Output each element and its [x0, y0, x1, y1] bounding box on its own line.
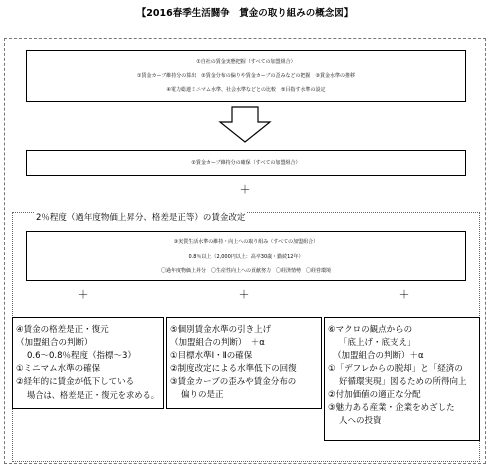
- macro-line-1: ⑥マクロの観点からの: [328, 325, 413, 335]
- plus-sign-center: ＋: [238, 288, 250, 301]
- individual-wage-line-5: ③賃金カーブの歪みや賃金分布の: [170, 377, 297, 387]
- individual-wage-line-3: ①目標水準Ⅰ・Ⅱの確保: [170, 351, 253, 361]
- macro-line-5: 好循環実現」図るための所得向上: [339, 377, 467, 387]
- wage-gap-line-4: ①ミニマム水準の確保: [16, 364, 101, 374]
- macro-line-4: ①「デフレからの脱却」と「経済の: [328, 364, 463, 374]
- real-living-line-3: 〇過年度物価上昇分 〇生産性向上への貢献努力 〇経済情勢 〇経営環境: [160, 268, 331, 274]
- macro-line-6: ②付加価値の適正な分配: [328, 390, 421, 400]
- curve-maintenance-box: [26, 150, 466, 176]
- macro-line-8: 人への投資: [339, 416, 382, 426]
- real-living-standard-box: [26, 231, 466, 281]
- wage-gap-line-6: 場合は、格差是正・復元を求める。: [27, 390, 159, 400]
- real-living-line-1: ③実質生活水準の維持・向上への取り組み（すべての加盟組合）: [173, 239, 319, 245]
- wage-gap-line-3: 0.6～0.8％程度（指標～3）: [27, 351, 136, 361]
- macro-perspective-box: [324, 317, 480, 441]
- top-box-line-1: ①自社の賃金実態把握（すべての加盟組合）: [196, 59, 296, 65]
- plus-sign-right: ＋: [398, 288, 410, 301]
- down-arrow-icon: [218, 106, 272, 144]
- individual-wage-line-1: ⑤個別賃金水準の引き上げ: [170, 325, 272, 335]
- wage-gap-line-1: ④賃金の格差是正・復元: [16, 325, 109, 335]
- individual-wage-line-4: ②制度改定による水準低下の回復: [170, 364, 297, 374]
- individual-wage-box: [166, 317, 322, 409]
- top-box-line-3: ④電力総連ミニマム水準、社会水準などとの比較 ⑤目指す水準の設定: [166, 87, 326, 93]
- macro-line-7: ③魅力ある産業・企業をめざした: [328, 403, 455, 413]
- wage-revision-label: 2％程度（過年度物価上昇分、格差是正等）の賃金改定: [36, 213, 246, 223]
- real-living-line-2: 0.8％以上（2,000円以上：高卒30歳・勤続12年）: [188, 254, 304, 260]
- macro-line-2: 「底上げ・底支え」: [339, 338, 416, 348]
- macro-line-3: （加盟組合の判断）＋α: [333, 351, 424, 361]
- top-box-line-2: ①賃金カーブ維持分の算出 ②賃金分布の偏りや賃金カーブの歪みなどの把握 ③賃金水準の推移: [137, 73, 355, 79]
- top-box: [26, 50, 466, 102]
- individual-wage-line-2: （加盟組合の判断） ＋α: [170, 338, 265, 348]
- plus-sign-middle: ＋: [239, 183, 251, 196]
- individual-wage-line-6: 偏りの是正: [181, 390, 224, 400]
- diagram-title: 【2016春季生活闘争 賃金の取り組みの概念図】: [136, 8, 354, 19]
- plus-sign-left: ＋: [77, 288, 89, 301]
- wage-gap-correction-box: [12, 317, 164, 409]
- wage-gap-line-5: ②経年的に賃金が低下している: [16, 377, 135, 387]
- curve-maintenance-text: ②賃金カーブ維持分の確保（すべての加盟組合）: [191, 160, 301, 166]
- wage-gap-line-2: （加盟組合の判断）: [16, 338, 93, 348]
